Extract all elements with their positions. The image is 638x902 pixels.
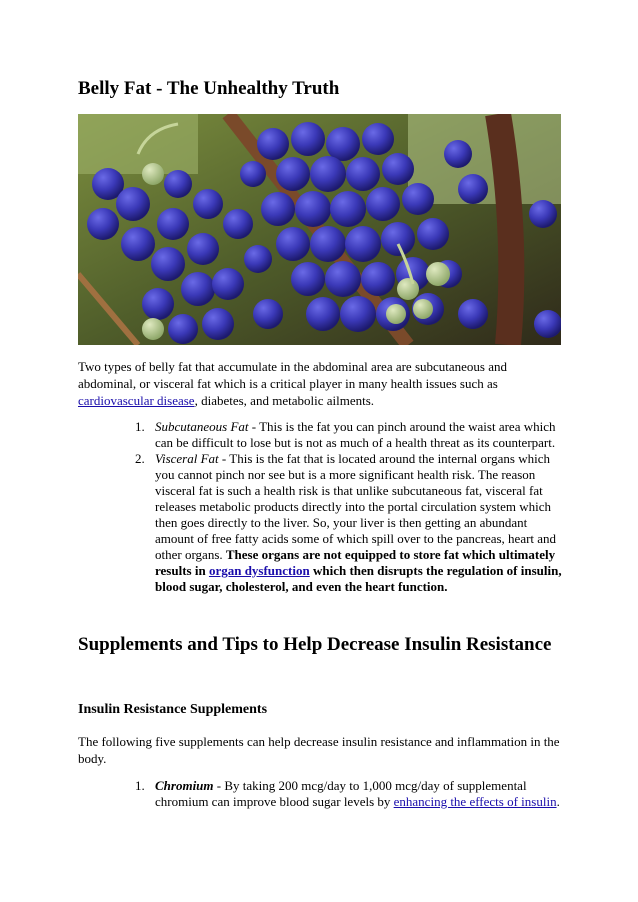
intro-text-end: , diabetes, and metabolic ailments. <box>194 393 375 408</box>
list-term: Chromium <box>155 778 214 793</box>
organ-dysfunction-link[interactable]: organ dysfunction <box>208 563 310 578</box>
page-title: Belly Fat - The Unhealthy Truth <box>78 78 340 99</box>
list-text-end: . <box>556 794 560 809</box>
list-term: Subcutaneous Fat <box>155 419 249 434</box>
list-item <box>135 778 563 810</box>
list-number: 2. <box>135 451 145 466</box>
enhancing-insulin-link[interactable]: enhancing the effects of insulin <box>393 794 557 809</box>
grapes-image <box>78 114 561 345</box>
list-number: 1. <box>135 419 145 434</box>
list-text: - This is the fat you can pinch around the waist area which can be difficult to lose but is not as much of a health threat as its counterpart. <box>155 419 556 450</box>
intro-text: Two types of belly fat that accumulate in the abdominal area are subcutaneous and abdominal, or visceral fat which is a critical player in many health issues such as <box>78 359 508 391</box>
bold-text-end: which then disrupts the regulation of insulin, blood sugar, cholesterol, and even the heart function. <box>155 563 562 594</box>
cardiovascular-disease-link[interactable]: cardiovascular disease <box>78 393 195 408</box>
list-term: Visceral Fat <box>155 451 219 466</box>
bold-text: These organs are not equipped to store fat which ultimately results in <box>155 547 556 578</box>
list-text: - This is the fat that is located around the internal organs which you cannot pinch nor see but is a more significant health risk. The reason visceral fat is such a health risk is that unlike subcutaneous fat, visceral fat releases metabolic products directly into the portal circulation system which then goes directly to the liver. So, your liver is then getting an abundant amount of free fatty acids some of which spill over to the pancreas, heart and other organs. <box>155 451 557 562</box>
supplements-intro: The following five supplements can help decrease insulin resistance and inflammation in the body. <box>78 734 560 766</box>
list-item <box>135 419 563 451</box>
section-heading: Supplements and Tips to Help Decrease Insulin Resistance <box>78 634 552 655</box>
fat-types-list <box>135 419 563 595</box>
sub-heading: Insulin Resistance Supplements <box>78 702 268 717</box>
list-item <box>135 451 563 595</box>
list-number: 1. <box>135 778 145 793</box>
grapes-photo <box>78 114 561 345</box>
intro-paragraph <box>78 358 564 409</box>
supplements-list <box>135 778 563 810</box>
list-text: - By taking 200 mcg/day to 1,000 mcg/day of supplemental chromium can improve blood sugar levels by <box>155 778 527 809</box>
